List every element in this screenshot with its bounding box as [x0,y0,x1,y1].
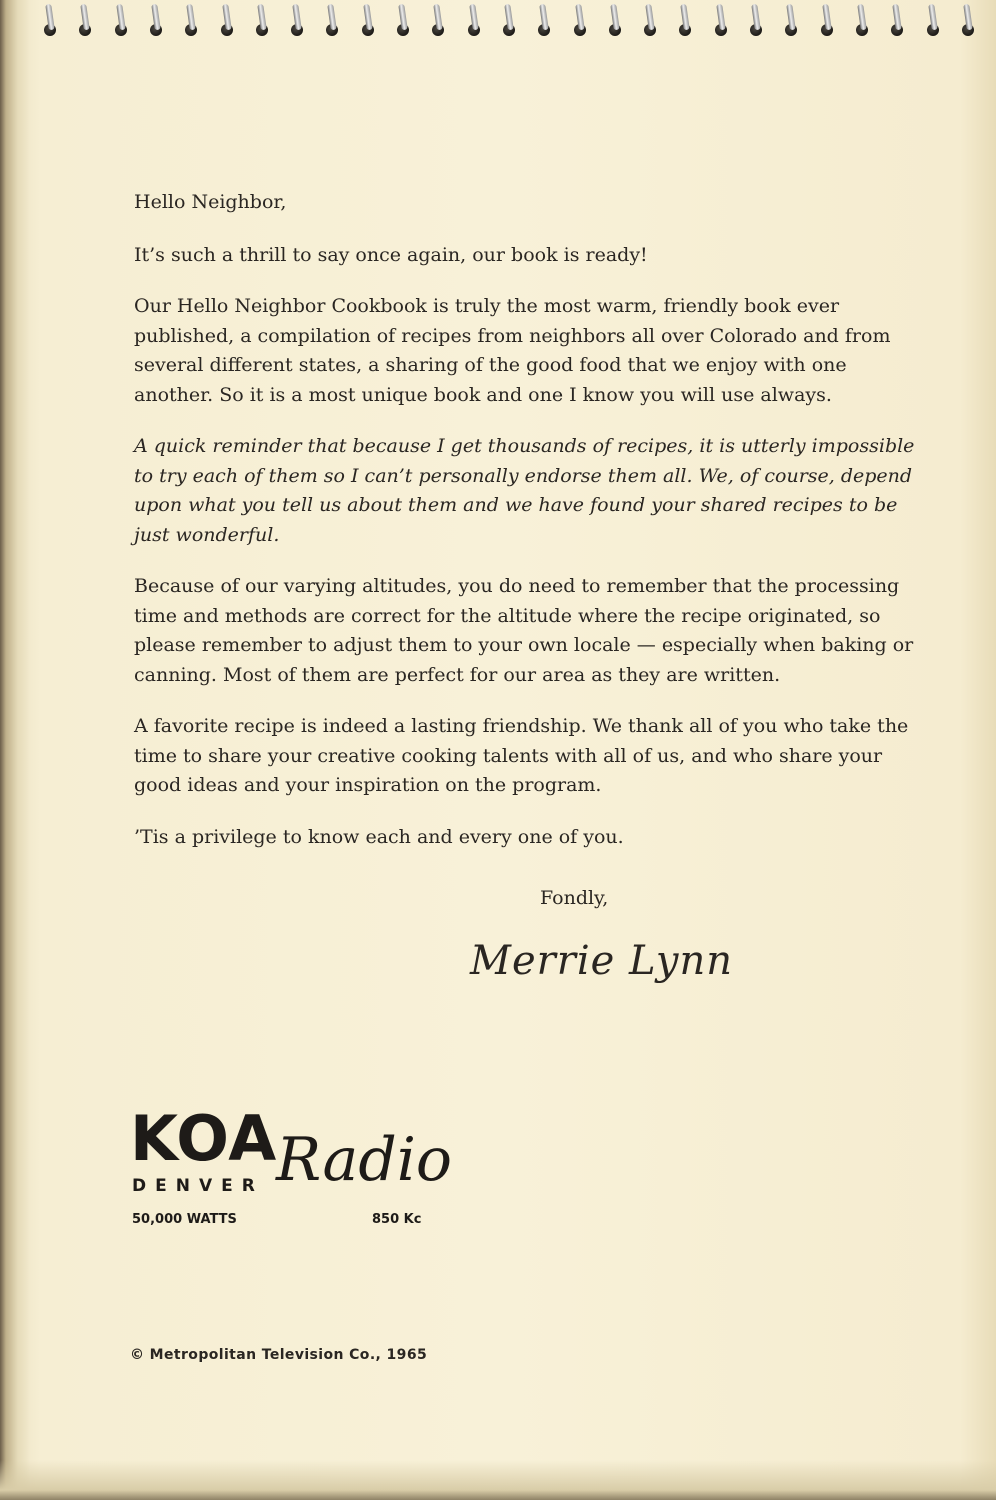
spiral-coil [711,4,731,40]
spiral-coil [817,4,837,40]
spiral-coil [887,4,907,40]
spiral-binding [40,0,990,50]
letter-body [134,188,924,909]
spiral-coil [746,4,766,40]
spiral-coil [75,4,95,40]
letter-paragraph-6: ’Tis a privilege to know each and every one of you. [134,825,624,848]
spiral-coil [146,4,166,40]
letter-closing: Fondly, [540,887,609,909]
logo-power: 50,000 WATTS [132,1212,237,1227]
spiral-coil [499,4,519,40]
koa-radio-logo [130,1102,453,1238]
spiral-coil [252,4,272,40]
spiral-coil [358,4,378,40]
spiral-coil [217,4,237,40]
spiral-coil [111,4,131,40]
spiral-coil [675,4,695,40]
spiral-coil [287,4,307,40]
spiral-coil [40,4,60,40]
logo-frequency: 850 Kc [372,1212,422,1227]
logo-radio-script: Radio [276,1125,453,1195]
letter-paragraph-5: A favorite recipe is indeed a lasting friendship. We thank all of you who take the time to share your creative cooking talents with all of us, and who share your good ideas and your inspiration on the program. [134,715,909,796]
spiral-coil [534,4,554,40]
spiral-coil [605,4,625,40]
spiral-coil [570,4,590,40]
spiral-coil [781,4,801,40]
spiral-coil [464,4,484,40]
copyright-notice: © Metropolitan Television Co., 1965 [130,1347,428,1363]
spiral-coil [322,4,342,40]
letter-paragraph-2: Our Hello Neighbor Cookbook is truly the most warm, friendly book ever published, a compilation of recipes from neighbors all over Colorado and from several different states, a sharing of the good food that we enjoy with one another. So it is a most unique book and one I know you will use always. [134,295,891,406]
spiral-coil [428,4,448,40]
spiral-coil [923,4,943,40]
spiral-coil [852,4,872,40]
spiral-coil [958,4,978,40]
logo-city: DENVER [132,1176,264,1196]
spiral-coil [181,4,201,40]
letter-paragraph-3: A quick reminder that because I get thousands of recipes, it is utterly impossible to try each of them so I can’t personally endorse them all. We, of course, depend upon what you tell us about them and we have found your shared recipes to be just wonderful. [134,435,915,546]
letter-paragraph-1: It’s such a thrill to say once again, our book is ready! [134,243,648,266]
signature: Merrie Lynn [470,938,734,984]
letter-greeting: Hello Neighbor, [134,191,287,213]
logo-station-name: KOA [130,1102,278,1175]
letter-paragraph-4: Because of our varying altitudes, you do need to remember that the processing time and methods are correct for the altitude where the recipe originated, so please remember to adjust them to your own locale — especially when baking or canning. Most of them are perfect for our area as they are written. [134,575,914,686]
spiral-coil [640,4,660,40]
spiral-coil [393,4,413,40]
